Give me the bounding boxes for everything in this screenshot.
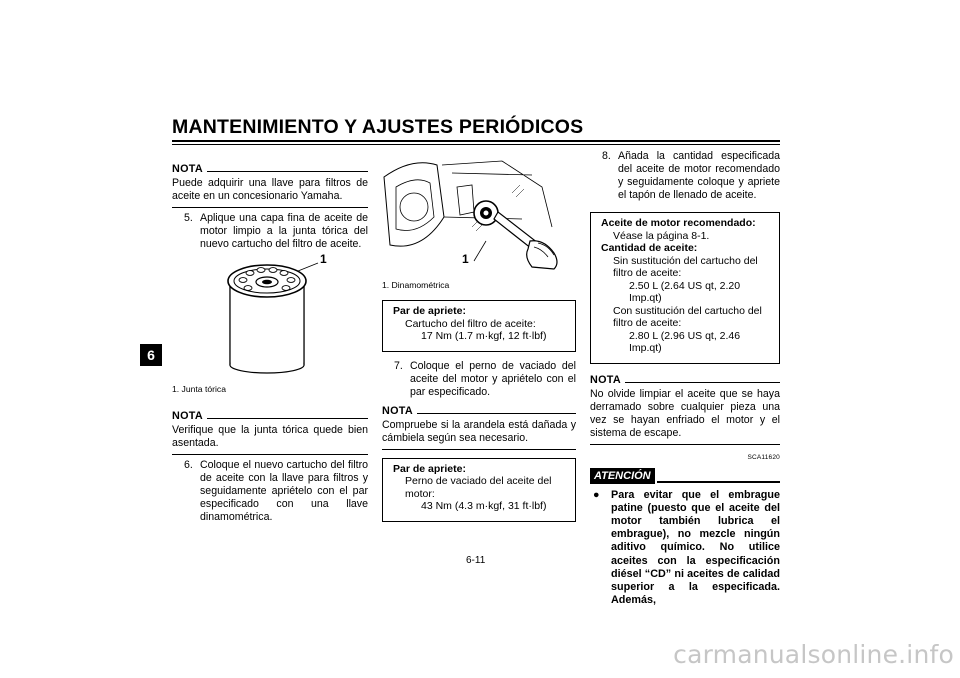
oil-filter-figure bbox=[172, 251, 368, 381]
nota-label: NOTA bbox=[590, 373, 621, 386]
column-1 bbox=[172, 157, 368, 524]
figure-callout: 1 bbox=[462, 252, 469, 266]
watermark: carmanualsonline.info bbox=[673, 640, 954, 669]
bullet-icon: ● bbox=[593, 488, 600, 501]
figure-caption: 1. Dinamométrica bbox=[382, 280, 450, 290]
torque-wrench-figure bbox=[382, 157, 576, 277]
torque-spec-box: Par de apriete: Perno de vaciado del aceite del motor: 43 Nm (4.3 m·kgf, 31 ft·lbf) bbox=[382, 458, 576, 522]
figure-callout: 1 bbox=[320, 252, 327, 266]
figure-caption: 1. Junta tórica bbox=[172, 384, 226, 394]
step-6: 6. Coloque el nuevo cartucho del filtro de aceite con la llave para filtros y seguidamente apriételo con el par especificado con una llave dinamométrica. bbox=[184, 459, 368, 523]
nota-heading bbox=[172, 410, 368, 422]
nota-heading bbox=[590, 374, 780, 386]
page-number: 6-11 bbox=[466, 555, 486, 566]
step-7: 7. Coloque el perno de vaciado del aceite del motor y apriételo con el par especificado. bbox=[394, 359, 576, 398]
oil-spec-box: Aceite de motor recomendado: Véase la página 8-1. Cantidad de aceite: Sin sustitución del cartucho del filtro de aceite: 2.50 L (2.64 US qt, 2.20 Imp.qt) Con sustitución del cartucho del filtro de aceite: 2.80 L (2.96 US qt, 2.46 Imp.qt) bbox=[590, 212, 780, 364]
column-2 bbox=[382, 157, 576, 522]
atencion-heading bbox=[590, 468, 780, 484]
nota-heading bbox=[172, 163, 368, 175]
oil-filter-illustration bbox=[172, 251, 368, 381]
title-rule bbox=[172, 140, 780, 142]
title-rule-thin bbox=[172, 144, 780, 145]
column-3 bbox=[590, 150, 780, 607]
nota-text: Puede adquirir una llave para filtros de aceite en un concesionario Yamaha. bbox=[172, 177, 368, 202]
reference-code: SCA11620 bbox=[747, 453, 780, 461]
atencion-bullet: ● Para evitar que el embrague patine (puesto que el aceite del motor también lubrica el embrague), no mezcle ningún aditivo químico. No utilice aceites con la especificación diésel “CD” ni aceites de calidad superior a la especificada. Además, bbox=[590, 489, 780, 608]
nota-text: No olvide limpiar el aceite que se haya derramado sobre cualquier pieza una vez se hayan enfriado el motor y el sistema de escape. bbox=[590, 387, 780, 439]
nota-label: NOTA bbox=[172, 410, 203, 422]
nota-heading bbox=[382, 405, 576, 417]
nota-text: Verifique que la junta tórica quede bien asentada. bbox=[172, 424, 368, 449]
step-5: 5. Aplique una capa fina de aceite de motor limpio a la junta tórica del nuevo cartucho del filtro de aceite. bbox=[184, 212, 368, 250]
nota-label: NOTA bbox=[172, 163, 203, 175]
step-8: 8. Añada la cantidad especificada del aceite de motor recomendado y seguidamente coloque y apriete el tapón de llenado de aceite. bbox=[602, 150, 780, 201]
chapter-tab: 6 bbox=[140, 344, 162, 366]
torque-spec-box: Par de apriete: Cartucho del filtro de aceite: 17 Nm (1.7 m·kgf, 12 ft·lbf) bbox=[382, 300, 576, 352]
torque-wrench-illustration bbox=[382, 157, 576, 277]
nota-label: NOTA bbox=[382, 404, 413, 417]
atencion-label: ATENCIÓN bbox=[590, 468, 655, 484]
page-title: MANTENIMIENTO Y AJUSTES PERIÓDICOS bbox=[172, 116, 584, 138]
nota-text: Compruebe si la arandela está dañada y cámbiela según sea necesario. bbox=[382, 418, 576, 444]
